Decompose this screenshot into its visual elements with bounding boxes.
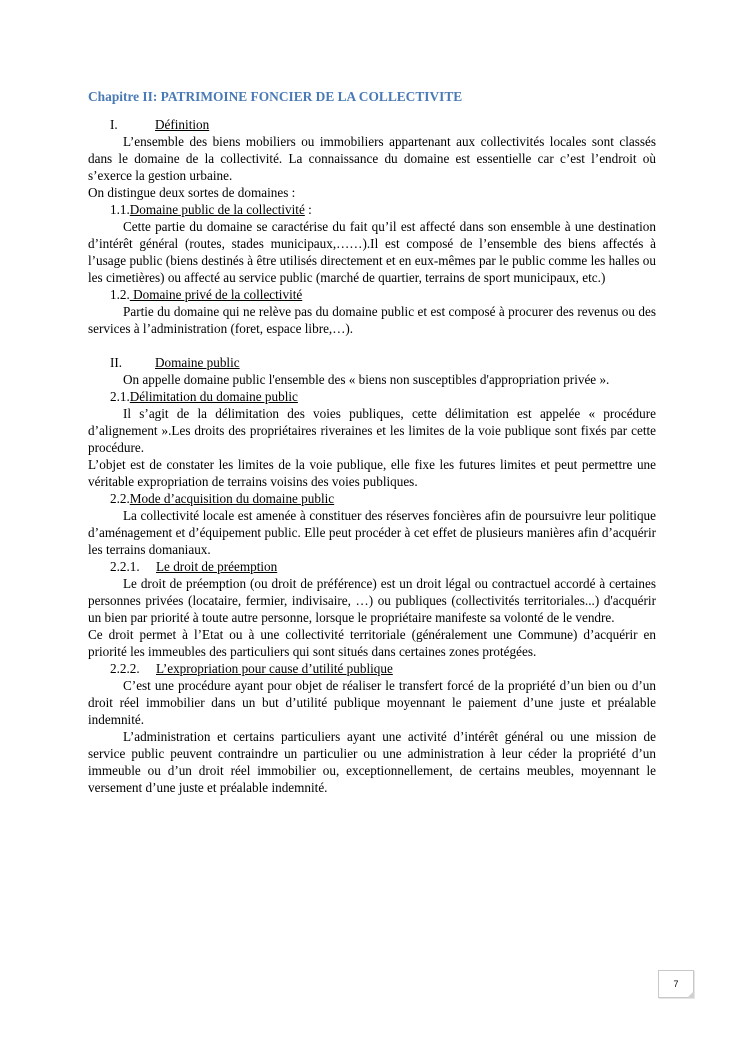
subsection-heading-mode-acquisition [88,490,656,507]
subsection-number: 1.2. [110,287,130,302]
subsection-suffix: : [304,202,312,217]
subsubsection-number: 2.2.1. [110,559,140,574]
section-heading-definition [88,116,656,133]
paragraph: L’ensemble des biens mobiliers ou immobiliers appartenant aux collectivités locales sont classés dans le domaine de la collectivité. La connaissance du domaine est essentielle car c’est l’endroit où s’exerce la gestion urbaine. [88,134,656,183]
subsubsection-number: 2.2.2. [110,661,140,676]
paragraph: On appelle domaine public l'ensemble des « biens non susceptibles d'appropriation privée ». [123,372,610,387]
subsubsection-heading-preemption [88,558,656,575]
paragraph: Il s’agit de la délimitation des voies publiques, cette délimitation est appelée « procédure d’alignement ».Les droits des propriétaires riveraines et les limites de la voie publique sont fixés par cette procédure. [88,406,656,455]
subsection-heading-domaine-public-collectivite [88,201,656,218]
subsubsection-title: L’expropriation pour cause d’utilité publique [156,661,393,676]
document-page [88,88,656,796]
paragraph: L’objet est de constater les limites de la voie publique, elle fixe les futures limites et peut permettre une véritable expropriation de terrains voisins des voies publiques. [88,457,656,489]
section-number: I. [110,117,118,132]
subsection-heading-delimitation [88,388,656,405]
section-number: II. [110,355,123,370]
section-heading-domaine-public [88,354,656,371]
subsection-heading-domaine-prive [88,286,656,303]
spacer [88,337,656,354]
subsection-title: Domaine privé de la collectivité [129,287,303,302]
subsection-title: Délimitation du domaine public [129,389,298,404]
section-title: Définition [155,117,210,132]
subsection-title: Domaine public de la collectivité [129,202,305,217]
subsection-number: 2.1. [110,389,130,404]
subsection-number: 2.2. [110,491,130,506]
subsubsection-title: Le droit de préemption [156,559,278,574]
paragraph: L’administration et certains particuliers ayant une activité d’intérêt général ou une mission de service public peuvent contraindre un particulier ou une administration à leur céder la propriété d’un immeuble ou d’un droit réel immobilier ou, exceptionnellement, de certains meubles, moyennant le versement d’une juste et préalable indemnité. [88,729,656,795]
page-number: 7 [658,970,694,998]
paragraph: C’est une procédure ayant pour objet de réaliser le transfert forcé de la propriété d’un bien ou d’un droit réel immobilier dans un but d’utilité publique moyennant le paiement d’une juste et préalable indemnité. [88,678,656,727]
paragraph: Cette partie du domaine se caractérise du fait qu’il est affecté dans son ensemble à une destination d’intérêt général (routes, stades municipaux,……).Il est composé de l’ensemble des biens affectés à l’usage public (biens destinés à être utilisés directement et en eux-mêmes par le public comme les halles ou les cimetières) ou affecté au service public (marché de quartier, terrains de sport municipaux, etc.) [88,219,656,285]
chapter-title: Chapitre II: PATRIMOINE FONCIER DE LA COLLECTIVITE [88,89,463,104]
paragraph: La collectivité locale est amenée à constituer des réserves foncières afin de poursuivre leur politique d’aménagement et d’équipement public. Elle peut procéder à cet effet de plusieurs manières afin d’acquérir les terrains domaniaux. [88,508,656,557]
paragraph: On distingue deux sortes de domaines : [88,185,296,200]
paragraph: Le droit de préemption (ou droit de préférence) est un droit légal ou contractuel accordé à certaines personnes privées (locataire, fermier, indivisaire, …) ou publiques (collectivités territoriales...) d'acquérir un bien par priorité à toute autre personne, lorsque le propriétaire manifeste sa volonté de le vendre. [88,576,656,625]
subsection-title: Mode d’acquisition du domaine public [129,491,335,506]
paragraph: Ce droit permet à l’Etat ou à une collectivité territoriale (généralement une Commune) d’acquérir en priorité les immeubles des particuliers qui sont situés dans certaines zones protégées. [88,627,656,659]
paragraph: Partie du domaine qui ne relève pas du domaine public et est composé à procurer des revenus ou des services à l’administration (foret, espace libre,…). [88,304,656,336]
subsection-number: 1.1. [110,202,130,217]
subsubsection-heading-expropriation [88,660,656,677]
section-title: Domaine public [155,355,240,370]
